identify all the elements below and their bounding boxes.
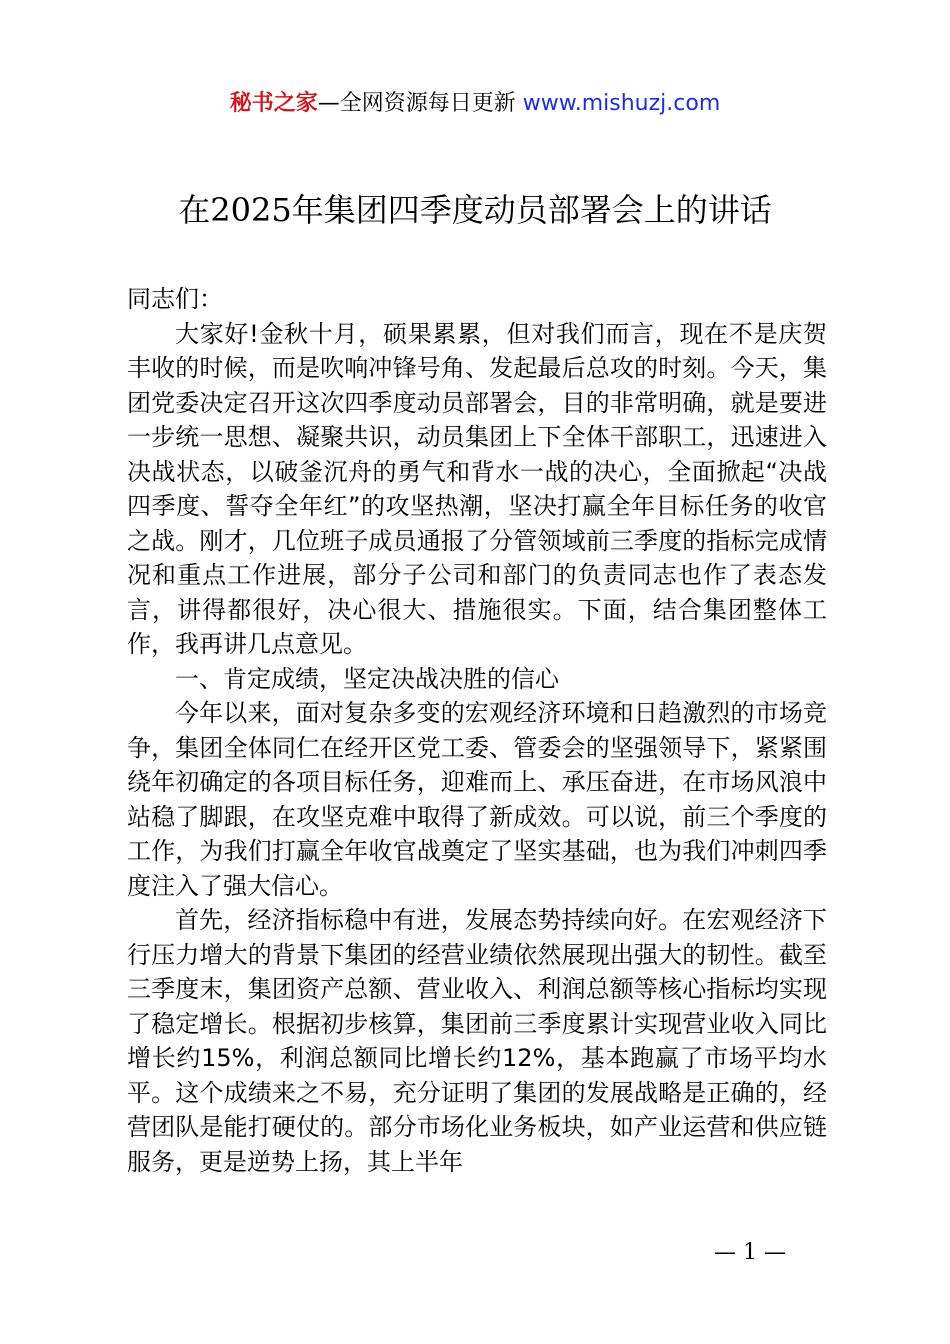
document-body [127, 282, 827, 1179]
paragraph: 首先，经济指标稳中有进，发展态势持续向好。在宏观经济下行压力增大的背景下集团的经营业绩依然展现出强大的韧性。截至三季度末，集团资产总额、营业收入、利润总额等核心指标均实现了稳定增长。根据初步核算，集团前三季度累计实现营业收入同比增长约15%，利润总额同比增长约12%，基本跑赢了市场平均水平。这个成绩来之不易，充分证明了集团的发展战略是正确的，经营团队是能打硬仗的。部分市场化业务板块，如产业运营和供应链服务，更是逆势上扬，其上半年 [127, 906, 827, 1176]
section-heading: 一、肯定成绩，坚定决战决胜的信心 [175, 664, 559, 693]
paragraph: 今年以来，面对复杂多变的宏观经济环境和日趋激烈的市场竞争，集团全体同仁在经开区党工委、管委会的坚强领导下，紧紧围绕年初确定的各项目标任务，迎难而上、承压奋进，在市场风浪中站稳了脚跟，在攻坚克难中取得了新成效。可以说，前三个季度的工作，为我们打赢全年收官战奠定了坚实基础，也为我们冲刺四季度注入了强大信心。 [127, 699, 827, 900]
document-title: 在2025年集团四季度动员部署会上的讲话 [178, 191, 772, 229]
salutation: 同志们： [127, 285, 223, 313]
site-slogan: —全网资源每日更新 [317, 91, 523, 116]
site-header [0, 88, 950, 120]
site-url-link[interactable]: www.mishuzj.com [522, 91, 721, 116]
page-number: — 1 — [714, 1240, 786, 1265]
paragraph: 大家好!金秋十月，硕果累累，但对我们而言，现在不是庆贺丰收的时候，而是吹响冲锋号角、发起最后总攻的时刻。今天，集团党委决定召开这次四季度动员部署会，目的非常明确，就是要进一步统一思想、凝聚共识，动员集团上下全体干部职工，迅速进入决战状态，以破釜沉舟的勇气和背水一战的决心，全面掀起“决战四季度、誓夺全年红”的攻坚热潮，坚决打赢全年目标任务的收官之战。刚才，几位班子成员通报了分管领域前三季度的指标完成情况和重点工作进展，部分子公司和部门的负责同志也作了表态发言，讲得都很好，决心很大、措施很实。下面，结合集团整体工作，我再讲几点意见。 [127, 319, 827, 658]
brand-name: 秘书之家 [229, 91, 318, 116]
